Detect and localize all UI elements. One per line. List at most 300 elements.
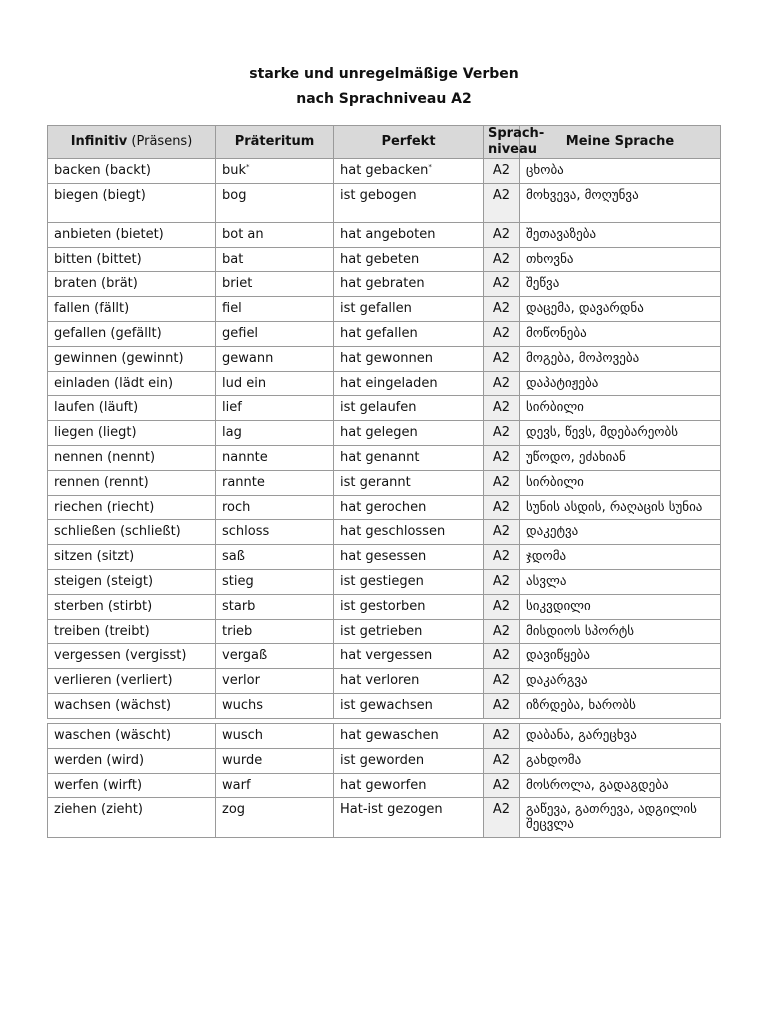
verbs-table (47, 125, 721, 719)
cell-meine-sprache (520, 569, 721, 594)
cell-meine-sprache (520, 445, 721, 470)
cell-sprachniveau (484, 470, 520, 495)
cell-perfekt-text: hat angeboten (340, 226, 436, 242)
cell-perfekt (334, 445, 484, 470)
cell-meine-sprache-text: დაპატიჟება (526, 375, 599, 391)
cell-praeteritum-text: briet (222, 276, 253, 292)
cell-meine-sprache (520, 421, 721, 446)
cell-sprachniveau-text: A2 (492, 499, 511, 515)
header-infinitiv-sub: (Präsens) (127, 134, 193, 149)
cell-praeteritum (216, 644, 334, 669)
cell-meine-sprache-text: შეწვა (526, 276, 560, 292)
cell-infinitiv (48, 495, 216, 520)
cell-perfekt-text: ist gelaufen (340, 400, 417, 416)
cell-praeteritum (216, 297, 334, 322)
cell-sprachniveau-text: A2 (492, 573, 511, 589)
cell-infinitiv (48, 594, 216, 619)
cell-perfekt (334, 297, 484, 322)
cell-meine-sprache (520, 520, 721, 545)
cell-praeteritum-text: warf (222, 777, 251, 793)
cell-sprachniveau (484, 724, 520, 749)
cell-praeteritum (216, 748, 334, 773)
cell-praeteritum-text: roch (222, 499, 251, 515)
cell-infinitiv-text: gefallen (gefällt) (54, 325, 162, 341)
cell-infinitiv-text: wachsen (wächst) (54, 697, 172, 713)
cell-praeteritum (216, 272, 334, 297)
cell-perfekt-text: ist gestorben (340, 598, 426, 614)
header-niveau-line2: niveau (488, 142, 538, 157)
cell-meine-sprache (520, 495, 721, 520)
cell-meine-sprache-text: სირბილი (526, 400, 584, 416)
cell-meine-sprache-text: მოხვევა, მოღუნვა (526, 187, 639, 203)
cell-praeteritum-text: bot an (222, 226, 264, 242)
cell-infinitiv (48, 346, 216, 371)
cell-praeteritum (216, 321, 334, 346)
cell-sprachniveau-text: A2 (492, 648, 511, 664)
cell-meine-sprache-text: შეთავაზება (526, 226, 597, 242)
cell-sprachniveau-text: A2 (492, 752, 511, 768)
table-row (48, 321, 721, 346)
header-niveau-line1: Sprach- (488, 126, 545, 141)
document-title: starke und unregelmäßige Verben (249, 66, 519, 82)
cell-perfekt-text: hat gerochen (340, 499, 427, 515)
cell-perfekt (334, 748, 484, 773)
table-row (48, 222, 721, 247)
cell-praeteritum (216, 159, 334, 184)
cell-praeteritum-text: fiel (222, 301, 242, 317)
cell-meine-sprache-text: ჯდომა (526, 549, 567, 565)
header-sprachniveau (484, 126, 545, 159)
cell-sprachniveau (484, 159, 520, 184)
cell-infinitiv-text: werfen (wirft) (54, 777, 143, 793)
cell-praeteritum (216, 183, 334, 222)
cell-praeteritum (216, 594, 334, 619)
cell-meine-sprache (520, 470, 721, 495)
cell-sprachniveau (484, 798, 520, 838)
cell-perfekt-text: ist gewachsen (340, 697, 433, 713)
cell-sprachniveau-text: A2 (492, 623, 511, 639)
cell-meine-sprache (520, 159, 721, 184)
cell-infinitiv-text: laufen (läuft) (54, 400, 139, 416)
cell-sprachniveau (484, 669, 520, 694)
cell-infinitiv (48, 445, 216, 470)
table-row (48, 545, 721, 570)
cell-infinitiv-text: sitzen (sitzt) (54, 549, 135, 565)
table-row (48, 773, 721, 798)
cell-meine-sprache-text: მოგება, მოპოვება (526, 350, 640, 366)
cell-infinitiv (48, 321, 216, 346)
table-row (48, 520, 721, 545)
cell-meine-sprache-text: დაკეტვა (526, 524, 579, 540)
cell-infinitiv (48, 396, 216, 421)
cell-perfekt (334, 247, 484, 272)
cell-sprachniveau-text: A2 (492, 375, 511, 391)
footnote-mark: * (246, 163, 250, 171)
cell-infinitiv (48, 693, 216, 718)
cell-infinitiv (48, 669, 216, 694)
cell-sprachniveau (484, 222, 520, 247)
table-row (48, 445, 721, 470)
cell-infinitiv (48, 798, 216, 838)
cell-meine-sprache-text: მისდიოს სპორტს (526, 623, 635, 639)
cell-praeteritum-text: saß (222, 549, 245, 565)
cell-praeteritum (216, 421, 334, 446)
cell-perfekt (334, 272, 484, 297)
cell-praeteritum (216, 724, 334, 749)
table-row (48, 619, 721, 644)
cell-perfekt (334, 644, 484, 669)
cell-praeteritum-text: gefiel (222, 325, 259, 341)
cell-meine-sprache (520, 594, 721, 619)
cell-praeteritum-text: stieg (222, 573, 254, 589)
cell-sprachniveau-text: A2 (492, 474, 511, 490)
cell-meine-sprache (520, 371, 721, 396)
cell-infinitiv (48, 247, 216, 272)
cell-infinitiv-text: ziehen (zieht) (54, 802, 143, 818)
footnote-mark: * (428, 163, 432, 171)
cell-perfekt-text: hat gesessen (340, 549, 427, 565)
cell-perfekt-text: Hat-ist gezogen (340, 802, 443, 818)
cell-infinitiv-text: verlieren (verliert) (54, 673, 173, 689)
cell-meine-sprache-text: ასვლა (526, 573, 567, 589)
table-row (48, 159, 721, 184)
cell-praeteritum-text: buk (222, 163, 247, 178)
cell-sprachniveau-text: A2 (492, 802, 511, 818)
cell-perfekt-text: ist gestiegen (340, 573, 424, 589)
table-row (48, 724, 721, 749)
cell-perfekt (334, 183, 484, 222)
cell-praeteritum (216, 495, 334, 520)
cell-sprachniveau (484, 545, 520, 570)
cell-meine-sprache-text: გაწევა, გათრევა, ადგილის შეცვლა (526, 802, 697, 833)
cell-sprachniveau (484, 619, 520, 644)
cell-sprachniveau (484, 396, 520, 421)
cell-infinitiv-text: anbieten (bietet) (54, 226, 164, 242)
table-row (48, 421, 721, 446)
cell-infinitiv (48, 724, 216, 749)
cell-perfekt-text: ist getrieben (340, 623, 423, 639)
cell-meine-sprache-text: ცხობა (526, 163, 564, 178)
table-row (48, 297, 721, 322)
cell-meine-sprache-text: მოსროლა, გადაგდება (526, 777, 669, 793)
cell-sprachniveau (484, 693, 520, 718)
table-row (48, 594, 721, 619)
cell-perfekt-text: hat gelegen (340, 425, 418, 441)
cell-praeteritum-text: wuchs (222, 697, 264, 713)
cell-sprachniveau-text: A2 (492, 549, 511, 565)
cell-infinitiv-text: steigen (steigt) (54, 573, 154, 589)
verbs-table-continued (47, 723, 721, 838)
cell-infinitiv (48, 748, 216, 773)
cell-perfekt (334, 619, 484, 644)
cell-sprachniveau-text: A2 (492, 449, 511, 465)
cell-praeteritum-text: starb (222, 598, 256, 614)
cell-infinitiv-text: waschen (wäscht) (54, 728, 172, 743)
cell-meine-sprache (520, 297, 721, 322)
table-row (48, 748, 721, 773)
cell-sprachniveau-text: A2 (492, 598, 511, 614)
cell-infinitiv-text: treiben (treibt) (54, 623, 150, 639)
cell-praeteritum (216, 346, 334, 371)
cell-meine-sprache-text: დაკარგვა (526, 673, 588, 689)
cell-infinitiv-text: backen (backt) (54, 163, 151, 178)
cell-sprachniveau-text: A2 (492, 777, 511, 793)
cell-praeteritum-text: nannte (222, 449, 268, 465)
table-header-row (48, 126, 721, 159)
cell-sprachniveau (484, 520, 520, 545)
cell-meine-sprache-text: დაბანა, გარეცხვა (526, 728, 637, 743)
cell-sprachniveau-text: A2 (492, 425, 511, 441)
cell-sprachniveau (484, 371, 520, 396)
cell-sprachniveau-text: A2 (492, 728, 511, 743)
cell-perfekt-text: hat vergessen (340, 648, 433, 664)
cell-perfekt-text: hat gebraten (340, 276, 425, 292)
cell-perfekt-text: ist gefallen (340, 301, 412, 317)
cell-sprachniveau (484, 445, 520, 470)
cell-perfekt-text: hat gebacken (340, 163, 429, 178)
cell-meine-sprache (520, 773, 721, 798)
cell-perfekt-text: hat verloren (340, 673, 420, 689)
cell-praeteritum (216, 545, 334, 570)
cell-meine-sprache (520, 183, 721, 222)
cell-perfekt (334, 321, 484, 346)
cell-sprachniveau-text: A2 (492, 163, 511, 178)
cell-sprachniveau (484, 297, 520, 322)
table-row (48, 396, 721, 421)
cell-infinitiv-text: nennen (nennt) (54, 449, 156, 465)
cell-perfekt (334, 222, 484, 247)
cell-meine-sprache (520, 321, 721, 346)
cell-meine-sprache-text: სუნის ასდის, რაღაცის სუნია (526, 499, 703, 515)
cell-praeteritum-text: rannte (222, 474, 265, 490)
cell-meine-sprache-text: დაცემა, დავარდნა (526, 301, 644, 317)
cell-meine-sprache-text: დევს, წევს, მდებარეობს (526, 425, 679, 441)
cell-praeteritum (216, 445, 334, 470)
table-row (48, 371, 721, 396)
cell-praeteritum-text: gewann (222, 350, 274, 366)
cell-perfekt (334, 724, 484, 749)
table-row (48, 644, 721, 669)
cell-infinitiv-text: sterben (stirbt) (54, 598, 153, 614)
cell-praeteritum (216, 247, 334, 272)
cell-meine-sprache-text: დავიწყება (526, 648, 591, 664)
cell-perfekt (334, 798, 484, 838)
cell-praeteritum-text: lag (222, 425, 242, 441)
cell-sprachniveau-text: A2 (492, 350, 511, 366)
cell-praeteritum (216, 470, 334, 495)
cell-sprachniveau (484, 247, 520, 272)
cell-infinitiv (48, 183, 216, 222)
cell-praeteritum-text: bog (222, 187, 247, 203)
cell-praeteritum-text: verlor (222, 673, 260, 689)
cell-praeteritum-text: schloss (222, 524, 270, 540)
table-row (48, 495, 721, 520)
cell-sprachniveau-text: A2 (492, 697, 511, 713)
table-row (48, 569, 721, 594)
cell-meine-sprache-text: უწოდო, ეძახიან (526, 449, 626, 465)
cell-praeteritum (216, 222, 334, 247)
header-infinitiv-label: Infinitiv (70, 134, 128, 149)
cell-sprachniveau-text: A2 (492, 301, 511, 317)
cell-perfekt (334, 421, 484, 446)
cell-sprachniveau-text: A2 (492, 226, 511, 242)
cell-sprachniveau-text: A2 (492, 251, 511, 267)
cell-sprachniveau (484, 421, 520, 446)
cell-perfekt-text: hat gefallen (340, 325, 418, 341)
cell-meine-sprache (520, 693, 721, 718)
cell-praeteritum (216, 669, 334, 694)
cell-infinitiv (48, 545, 216, 570)
cell-perfekt (334, 470, 484, 495)
cell-praeteritum-text: wusch (222, 728, 264, 743)
table-row (48, 470, 721, 495)
cell-perfekt (334, 545, 484, 570)
cell-infinitiv (48, 569, 216, 594)
cell-meine-sprache (520, 798, 721, 838)
cell-infinitiv (48, 520, 216, 545)
cell-perfekt (334, 371, 484, 396)
cell-infinitiv (48, 470, 216, 495)
table-row (48, 346, 721, 371)
cell-perfekt (334, 569, 484, 594)
cell-meine-sprache (520, 644, 721, 669)
cell-infinitiv (48, 421, 216, 446)
cell-sprachniveau-text: A2 (492, 400, 511, 416)
cell-infinitiv (48, 159, 216, 184)
cell-perfekt-text: hat gewaschen (340, 728, 439, 743)
cell-meine-sprache-text: თხოვნა (526, 251, 574, 267)
cell-infinitiv (48, 297, 216, 322)
cell-praeteritum (216, 798, 334, 838)
cell-meine-sprache (520, 619, 721, 644)
cell-praeteritum (216, 396, 334, 421)
cell-sprachniveau (484, 495, 520, 520)
cell-perfekt (334, 495, 484, 520)
cell-infinitiv-text: rennen (rennt) (54, 474, 149, 490)
cell-sprachniveau (484, 346, 520, 371)
cell-perfekt-text: hat geschlossen (340, 524, 446, 540)
cell-praeteritum-text: bat (222, 251, 244, 267)
cell-infinitiv-text: werden (wird) (54, 752, 145, 768)
cell-meine-sprache (520, 222, 721, 247)
cell-meine-sprache (520, 669, 721, 694)
cell-praeteritum (216, 619, 334, 644)
cell-meine-sprache (520, 346, 721, 371)
cell-meine-sprache-text: გახდომა (526, 752, 582, 768)
cell-meine-sprache (520, 396, 721, 421)
table-row (48, 669, 721, 694)
cell-praeteritum-text: lud ein (222, 375, 267, 391)
header-praeteritum: Präteritum (216, 126, 334, 159)
cell-infinitiv-text: liegen (liegt) (54, 425, 137, 441)
cell-meine-sprache-text: იზრდება, ხარობს (526, 697, 636, 713)
cell-perfekt (334, 520, 484, 545)
cell-praeteritum (216, 520, 334, 545)
cell-perfekt-text: hat genannt (340, 449, 420, 465)
cell-sprachniveau-text: A2 (492, 673, 511, 689)
cell-meine-sprache (520, 545, 721, 570)
cell-sprachniveau-text: A2 (492, 325, 511, 341)
cell-praeteritum (216, 773, 334, 798)
cell-infinitiv-text: schließen (schließt) (54, 524, 181, 540)
cell-infinitiv-text: vergessen (vergisst) (54, 648, 187, 664)
table-row (48, 272, 721, 297)
table-row (48, 183, 721, 222)
cell-infinitiv-text: riechen (riecht) (54, 499, 155, 515)
cell-infinitiv-text: biegen (biegt) (54, 187, 146, 203)
document-subtitle: nach Sprachniveau A2 (296, 91, 472, 107)
cell-sprachniveau (484, 748, 520, 773)
header-meine-sprache: Meine Sprache (520, 126, 721, 159)
cell-sprachniveau (484, 644, 520, 669)
cell-meine-sprache (520, 272, 721, 297)
cell-perfekt (334, 773, 484, 798)
cell-perfekt-text: ist gebogen (340, 187, 417, 203)
header-infinitiv (48, 126, 216, 159)
cell-infinitiv (48, 644, 216, 669)
cell-perfekt (334, 159, 484, 184)
cell-perfekt-text: hat gewonnen (340, 350, 433, 366)
cell-meine-sprache-text: მოწონება (526, 325, 587, 341)
cell-praeteritum-text: vergaß (222, 648, 268, 664)
cell-infinitiv (48, 619, 216, 644)
cell-perfekt (334, 346, 484, 371)
cell-infinitiv-text: gewinnen (gewinnt) (54, 350, 184, 366)
cell-sprachniveau (484, 594, 520, 619)
cell-infinitiv (48, 371, 216, 396)
cell-praeteritum-text: zog (222, 802, 246, 818)
cell-perfekt-text: hat gebeten (340, 251, 420, 267)
cell-infinitiv-text: einladen (lädt ein) (54, 375, 174, 391)
cell-infinitiv-text: fallen (fällt) (54, 301, 130, 317)
cell-perfekt-text: ist gerannt (340, 474, 411, 490)
cell-praeteritum (216, 569, 334, 594)
cell-sprachniveau (484, 183, 520, 222)
cell-praeteritum-text: lief (222, 400, 242, 416)
cell-perfekt (334, 669, 484, 694)
cell-perfekt-text: ist geworden (340, 752, 425, 768)
cell-praeteritum-text: wurde (222, 752, 263, 768)
cell-sprachniveau (484, 321, 520, 346)
cell-sprachniveau (484, 569, 520, 594)
table-row (48, 798, 721, 838)
cell-infinitiv-text: bitten (bittet) (54, 251, 142, 267)
cell-praeteritum (216, 693, 334, 718)
cell-meine-sprache (520, 748, 721, 773)
cell-perfekt-text: hat geworfen (340, 777, 427, 793)
cell-meine-sprache (520, 247, 721, 272)
table-row (48, 693, 721, 718)
cell-praeteritum (216, 371, 334, 396)
cell-sprachniveau-text: A2 (492, 524, 511, 540)
cell-infinitiv (48, 272, 216, 297)
table-row (48, 247, 721, 272)
cell-perfekt (334, 693, 484, 718)
cell-meine-sprache-text: სიკვდილი (526, 598, 591, 614)
cell-sprachniveau-text: A2 (492, 187, 511, 203)
header-perfekt: Perfekt (334, 126, 484, 159)
cell-perfekt (334, 396, 484, 421)
cell-praeteritum-text: trieb (222, 623, 253, 639)
cell-infinitiv-text: braten (brät) (54, 276, 138, 292)
cell-infinitiv (48, 773, 216, 798)
cell-sprachniveau-text: A2 (492, 276, 511, 292)
cell-sprachniveau (484, 773, 520, 798)
cell-meine-sprache (520, 724, 721, 749)
cell-sprachniveau (484, 272, 520, 297)
cell-infinitiv (48, 222, 216, 247)
cell-meine-sprache-text: სირბილი (526, 474, 584, 490)
